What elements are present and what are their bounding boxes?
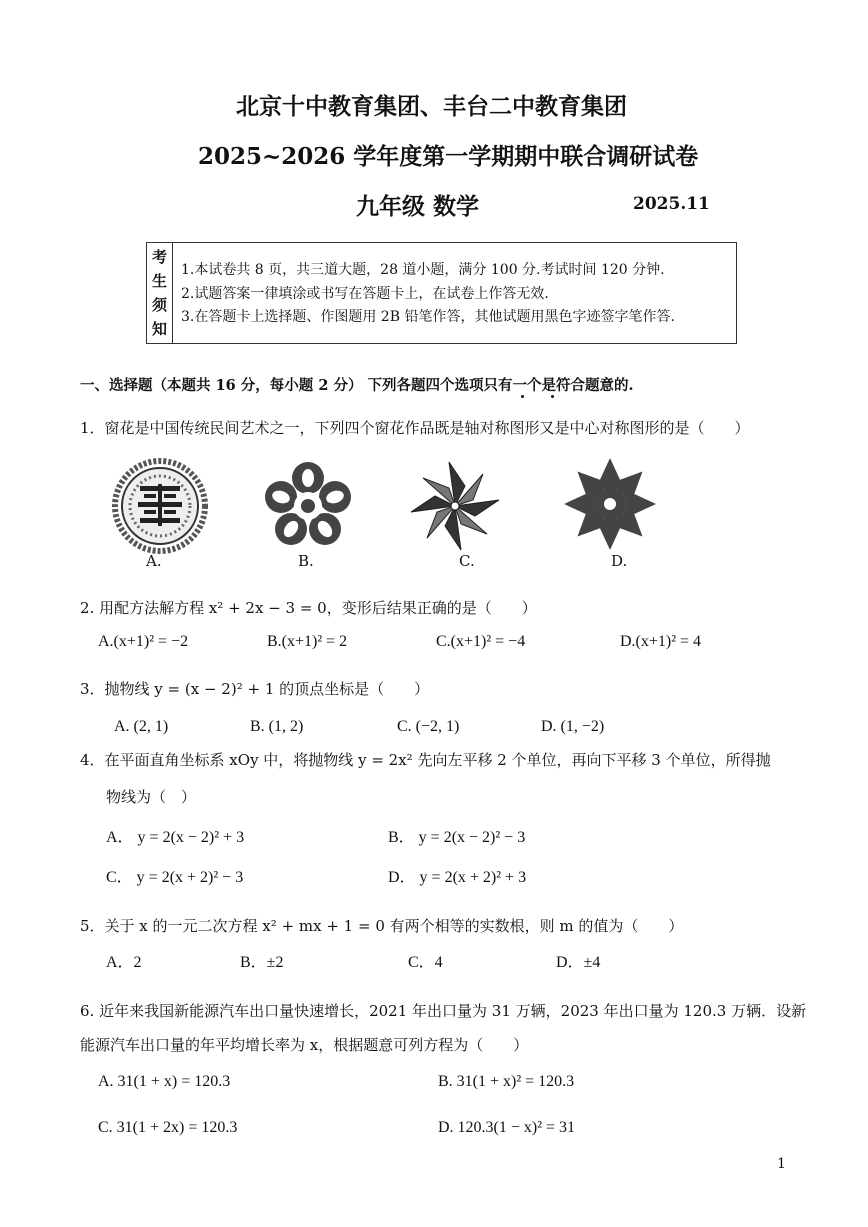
q3-option-d: D. (1, −2) bbox=[541, 718, 605, 735]
q2-option-a: A.(x+1)² = −2 bbox=[98, 633, 189, 650]
q1-label-b: B. bbox=[298, 552, 314, 570]
q4-option-c: C． y = 2(x + 2)² − 3 bbox=[106, 869, 244, 886]
snowflake-papercut-icon bbox=[558, 454, 662, 554]
page-number: 1 bbox=[777, 1156, 786, 1172]
question-6-line1: 6. 近年来我国新能源汽车出口量快速增长，2021 年出口量为 31 万辆，2023 年出口量为 120.3 万辆．设新 bbox=[80, 1002, 807, 1020]
flower-papercut-icon bbox=[258, 458, 358, 554]
q6-option-b: B. 31(1 + x)² = 120.3 bbox=[438, 1073, 575, 1090]
question-1: 1．窗花是中国传统民间艺术之一，下列四个窗花作品既是轴对称图形又是中心对称图形的是（ ） bbox=[80, 419, 750, 437]
emphasis-dot bbox=[551, 395, 554, 398]
q5-option-a: A．2 bbox=[106, 954, 142, 971]
emphasis-dot bbox=[521, 395, 524, 398]
q3-option-a: A. (2, 1) bbox=[114, 718, 169, 735]
q2-option-d: D.(x+1)² = 4 bbox=[620, 633, 702, 650]
question-3: 3．抛物线 y = (x − 2)² + 1 的顶点坐标是（ ） bbox=[80, 680, 430, 698]
q4-option-a: A． y = 2(x − 2)² + 3 bbox=[106, 829, 245, 846]
question-2: 2. 用配方法解方程 x² + 2x − 3 = 0，变形后结果正确的是（ ） bbox=[80, 599, 537, 617]
header-line2: 2025~2026 学年度第一学期期中联合调研试卷 bbox=[198, 143, 699, 170]
q4-option-b: B． y = 2(x − 2)² − 3 bbox=[388, 829, 526, 846]
q1-label-c: C. bbox=[459, 552, 475, 570]
notice-items bbox=[181, 259, 675, 330]
notice-item: 3.在答题卡上选择题、作图题用 2B 铅笔作答，其他试题用黑色字迹签字笔作答. bbox=[181, 309, 675, 325]
notice-item: 1.本试卷共 8 页，共三道大题，28 道小题，满分 100 分.考试时间 120 分钟. bbox=[181, 262, 665, 278]
question-5: 5．关于 x 的一元二次方程 x² + mx + 1 = 0 有两个相等的实数根，则 m 的值为（ ） bbox=[80, 917, 684, 935]
notice-side-char: 须 bbox=[151, 296, 167, 314]
notice-side-char: 考 bbox=[151, 248, 167, 266]
section-heading: 一、选择题（本题共 16 分，每小题 2 分） 下列各题四个选项只有一个是符合题意的. bbox=[80, 377, 634, 394]
question-4-line1: 4．在平面直角坐标系 xOy 中，将抛物线 y = 2x² 先向左平移 2 个单位，再向下平移 3 个单位，所得抛 bbox=[80, 751, 771, 769]
question-4-line2: 物线为（ ） bbox=[106, 788, 197, 806]
q5-option-b: B．±2 bbox=[240, 954, 284, 971]
question-6-line2: 能源汽车出口量的年平均增长率为 x，根据题意可列方程为（ ） bbox=[80, 1036, 529, 1054]
double-happiness-papercut-icon bbox=[112, 458, 208, 554]
q6-option-a: A. 31(1 + x) = 120.3 bbox=[98, 1073, 231, 1090]
subject-title: 九年级 数学 bbox=[356, 193, 480, 220]
notice-side-label bbox=[147, 243, 173, 343]
q4-option-d: D． y = 2(x + 2)² + 3 bbox=[388, 869, 527, 886]
exam-date: 2025.11 bbox=[633, 194, 710, 214]
q1-label-d: D. bbox=[611, 552, 628, 570]
q2-option-c: C.(x+1)² = −4 bbox=[436, 633, 526, 650]
pinwheel-papercut-icon bbox=[405, 458, 505, 554]
header-line1: 北京十中教育集团、丰台二中教育集团 bbox=[236, 93, 627, 120]
q5-option-d: D．±4 bbox=[556, 954, 601, 971]
notice-item: 2.试题答案一律填涂或书写在答题卡上，在试卷上作答无效. bbox=[181, 285, 549, 302]
q5-option-c: C．4 bbox=[408, 954, 443, 971]
q6-option-c: C. 31(1 + 2x) = 120.3 bbox=[98, 1119, 238, 1136]
q2-option-b: B.(x+1)² = 2 bbox=[267, 633, 348, 650]
notice-side-char: 生 bbox=[151, 272, 167, 290]
q3-option-c: C. (−2, 1) bbox=[397, 718, 460, 735]
q3-option-b: B. (1, 2) bbox=[250, 718, 304, 735]
notice-side-char: 知 bbox=[151, 320, 167, 338]
q1-label-a: A. bbox=[146, 552, 162, 570]
q6-option-d: D. 120.3(1 − x)² = 31 bbox=[438, 1119, 576, 1136]
notice-box bbox=[146, 242, 737, 344]
